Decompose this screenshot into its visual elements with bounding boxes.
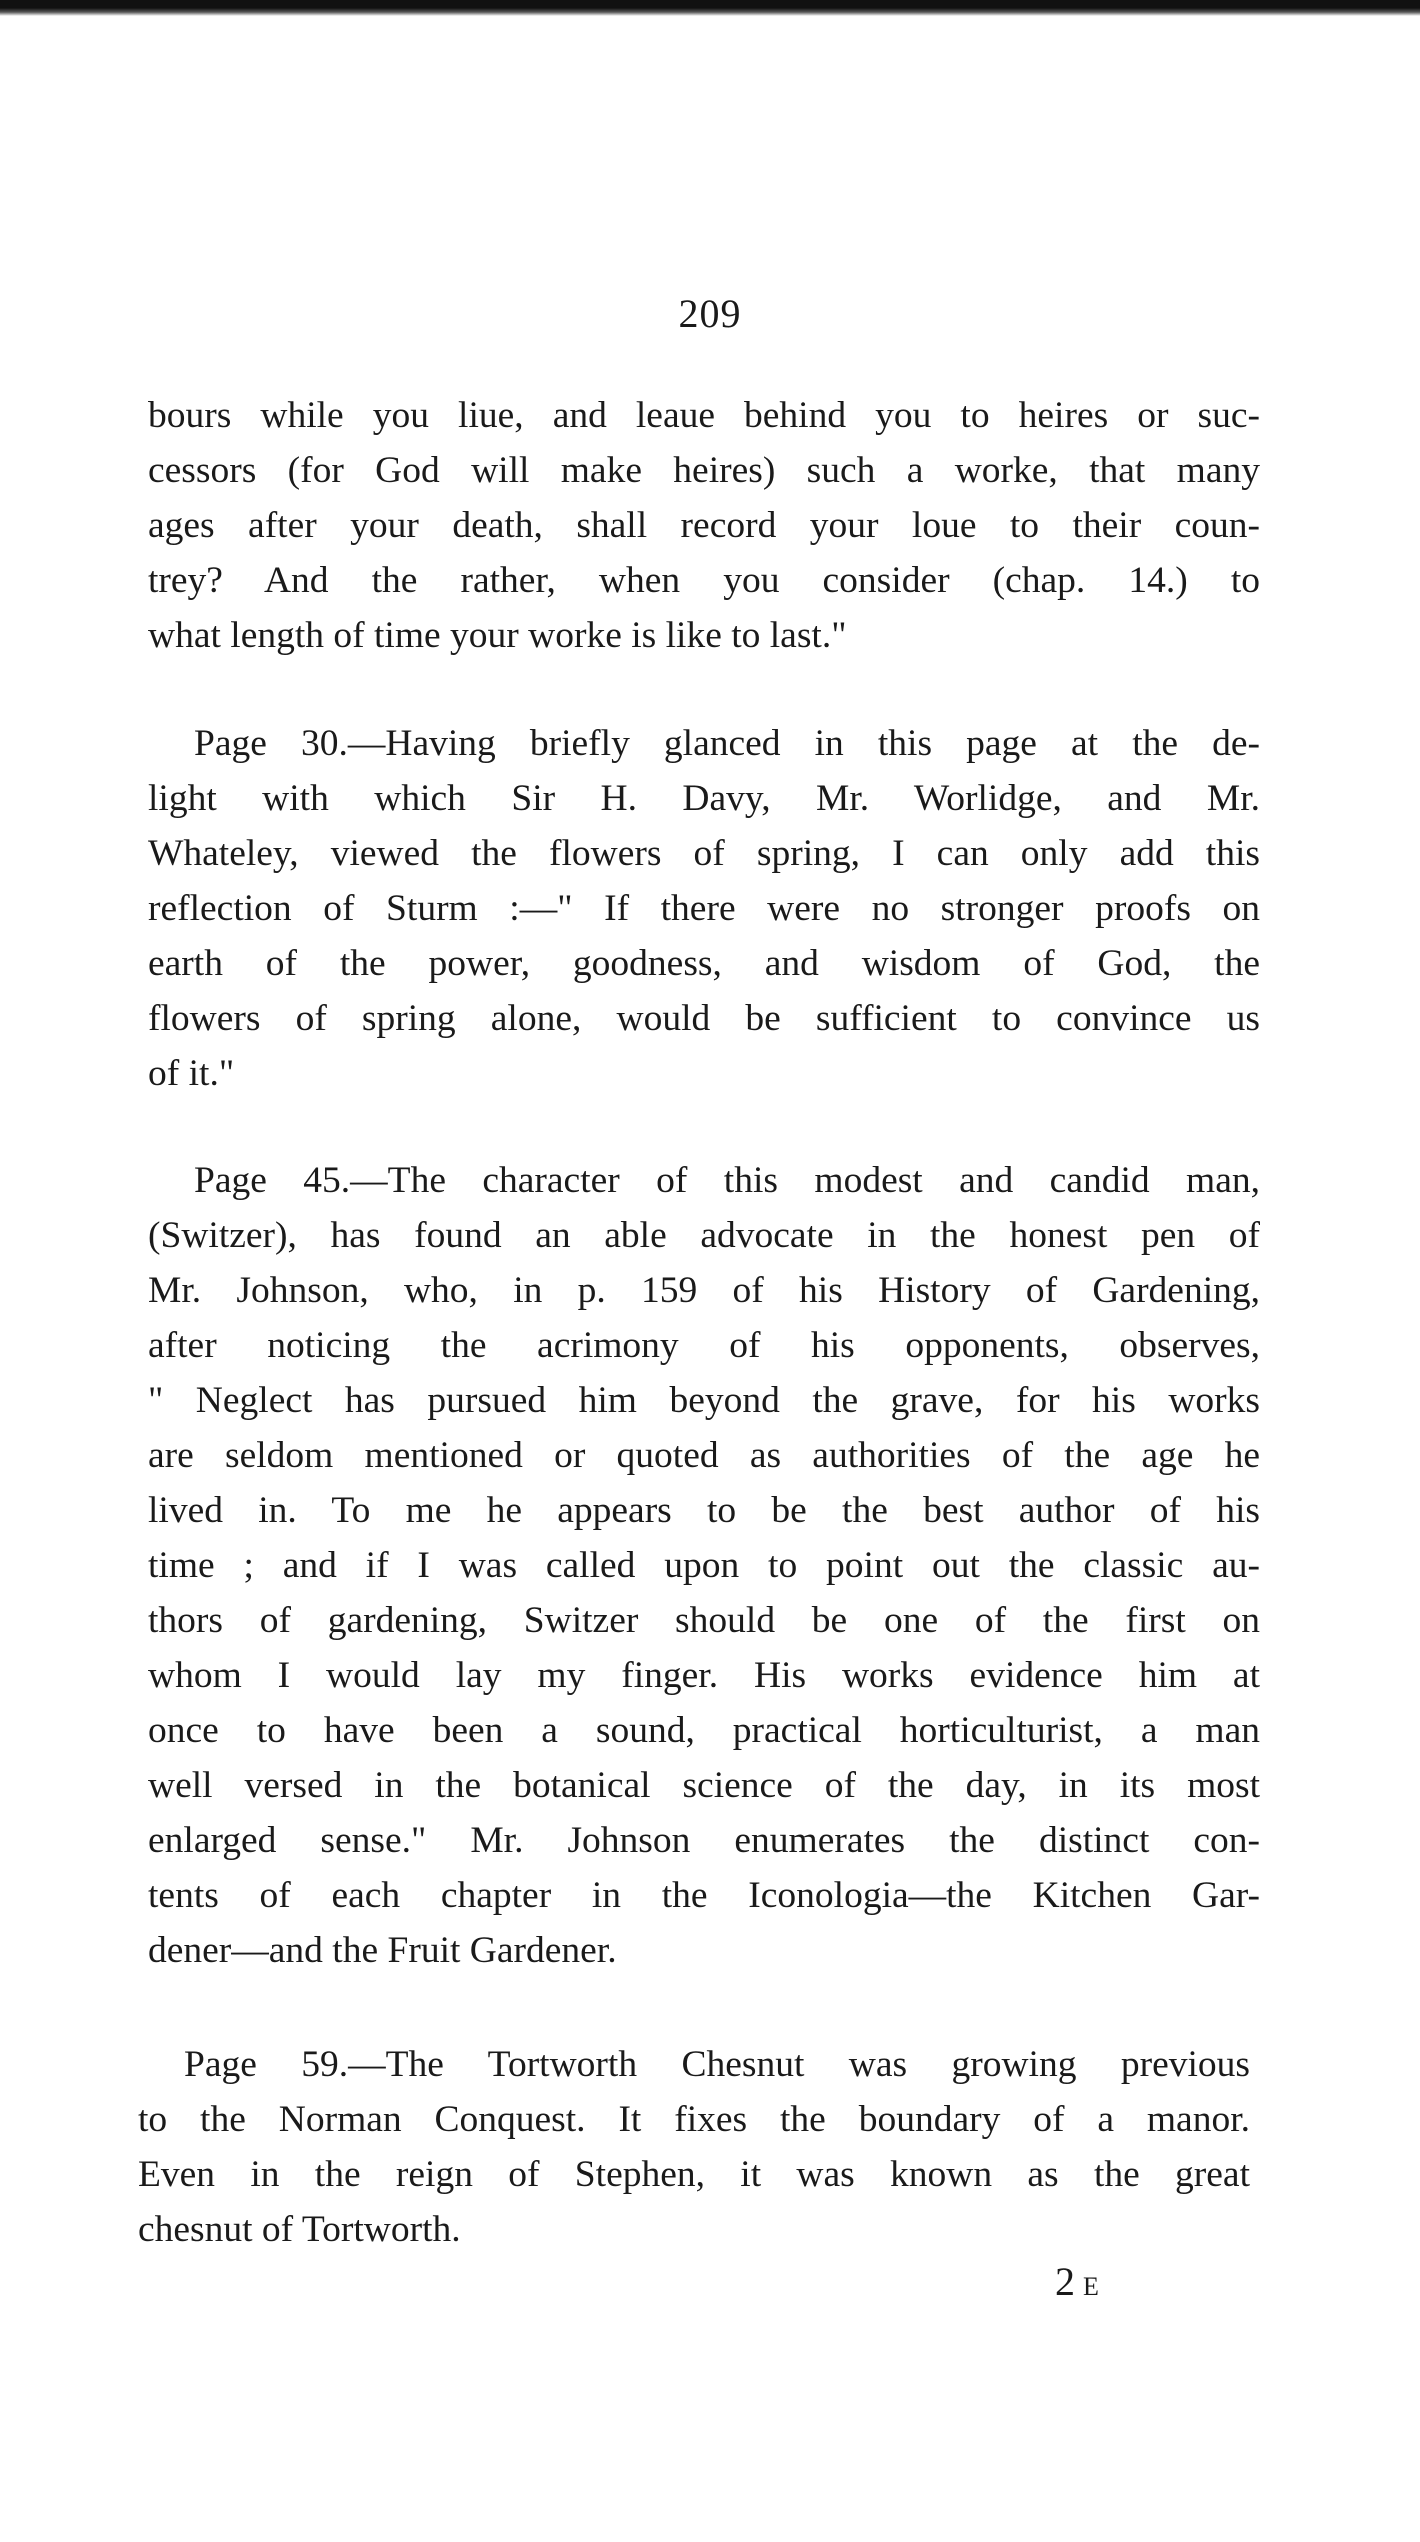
- text-line: to the Norman Conquest. It fixes the boundary of a manor.: [138, 2099, 1250, 2140]
- page-top-edge: [0, 0, 1420, 16]
- text-line: chesnut of Tortworth.: [138, 2209, 461, 2250]
- paragraph-continuation: [148, 388, 1260, 663]
- text-line: Page 30.—Having briefly glanced in this page at the de-: [194, 723, 1260, 764]
- signature-mark: [1055, 2258, 1099, 2305]
- paragraph-page-45-note: [148, 1153, 1260, 1978]
- text-line: once to have been a sound, practical horticulturist, a man: [148, 1710, 1260, 1751]
- page-number: 209: [678, 291, 742, 336]
- text-line: flowers of spring alone, would be sufficient to convince us: [148, 998, 1260, 1039]
- text-line: enlarged sense." Mr. Johnson enumerates the distinct con-: [148, 1820, 1260, 1861]
- signature-letter: E: [1083, 2272, 1099, 2301]
- text-line: lived in. To me he appears to be the best author of his: [148, 1490, 1260, 1531]
- text-line: time ; and if I was called upon to point out the classic au-: [148, 1545, 1260, 1586]
- text-line: of it.": [148, 1053, 235, 1094]
- text-line: Mr. Johnson, who, in p. 159 of his History of Gardening,: [148, 1270, 1260, 1311]
- paragraph-page-59-note: [138, 2037, 1250, 2257]
- text-line: reflection of Sturm :—" If there were no stronger proofs on: [148, 888, 1260, 929]
- signature-number: 2: [1055, 2259, 1075, 2304]
- text-line: tents of each chapter in the Iconologia—the Kitchen Gar-: [148, 1875, 1260, 1916]
- text-line: Page 45.—The character of this modest and candid man,: [194, 1160, 1260, 1201]
- text-line: Even in the reign of Stephen, it was known as the great: [138, 2154, 1250, 2195]
- text-line: thors of gardening, Switzer should be one of the first on: [148, 1600, 1260, 1641]
- text-line: after noticing the acrimony of his opponents, observes,: [148, 1325, 1260, 1366]
- text-line: what length of time your worke is like to last.": [148, 615, 847, 656]
- text-line: Whateley, viewed the flowers of spring, I can only add this: [148, 833, 1260, 874]
- text-line: trey? And the rather, when you consider (chap. 14.) to: [148, 560, 1260, 601]
- text-line: cessors (for God will make heires) such a worke, that many: [148, 450, 1260, 491]
- text-line: ages after your death, shall record your loue to their coun-: [148, 505, 1260, 546]
- text-line: are seldom mentioned or quoted as authorities of the age he: [148, 1435, 1260, 1476]
- paragraph-page-30-note: [148, 716, 1260, 1101]
- text-line: bours while you liue, and leaue behind you to heires or suc-: [148, 395, 1260, 436]
- text-line: light with which Sir H. Davy, Mr. Worlidge, and Mr.: [148, 778, 1260, 819]
- text-line: dener—and the Fruit Gardener.: [148, 1930, 617, 1971]
- text-line: whom I would lay my finger. His works evidence him at: [148, 1655, 1260, 1696]
- text-line: Page 59.—The Tortworth Chesnut was growing previous: [184, 2044, 1250, 2085]
- text-line: (Switzer), has found an able advocate in the honest pen of: [148, 1215, 1260, 1256]
- text-line: earth of the power, goodness, and wisdom of God, the: [148, 943, 1260, 984]
- text-line: " Neglect has pursued him beyond the grave, for his works: [148, 1380, 1260, 1421]
- text-line: well versed in the botanical science of the day, in its most: [148, 1765, 1260, 1806]
